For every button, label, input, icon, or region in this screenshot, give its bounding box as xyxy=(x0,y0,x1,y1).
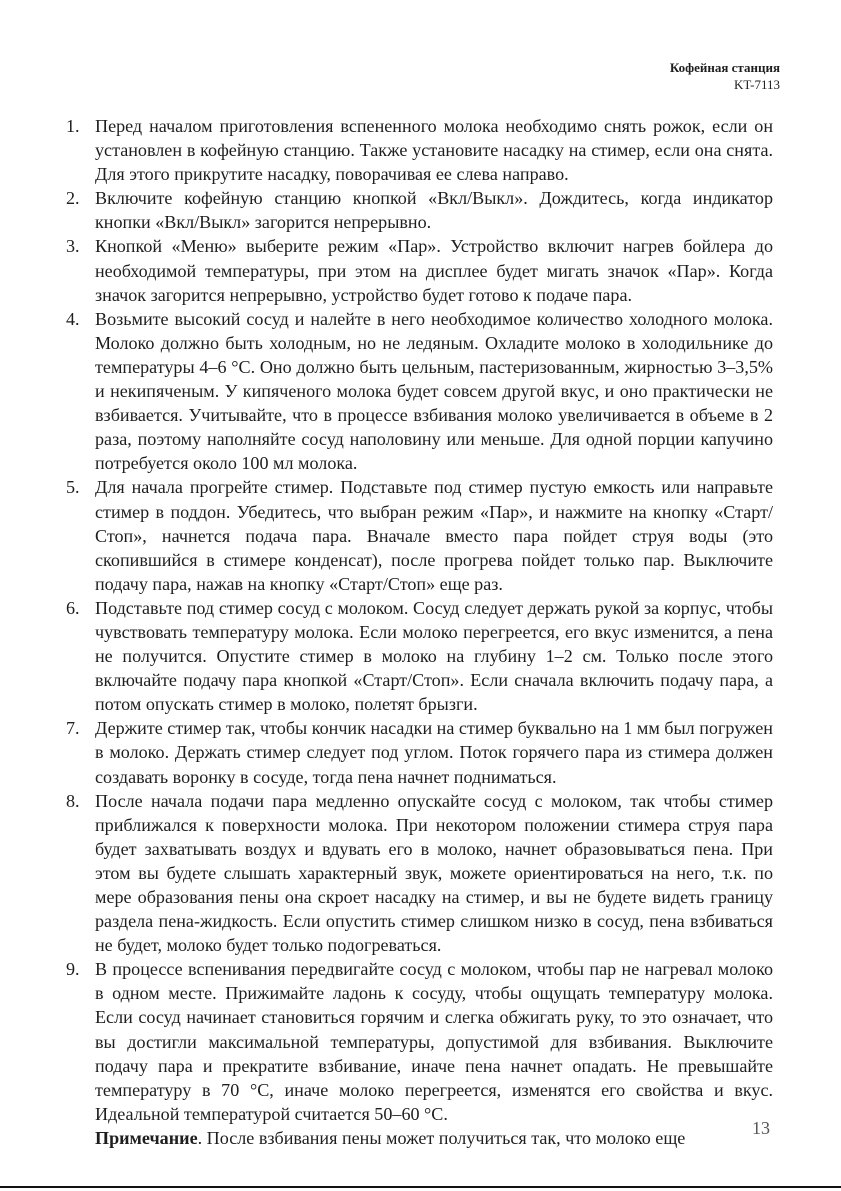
step-number: 4. xyxy=(66,308,80,329)
step-text: После начала подачи пара медленно опускайте сосуд с молоком, так чтобы стимер приближался к поверхности молока. При некотором положении стимера струя пара будет захватывать воздух и вдувать его в молоко, начнет образовываться пена. При этом вы будете слышать характерный звук, можете ориентироваться на него, т.к. по мере образования пены она скроет насадку на стимер, и вы не будете видеть границу раздела пена-жидкость. Если опустить стимер слишком низко в сосуд, пена взбиваться не будет, молоко будет только подогреваться. xyxy=(95,790,773,956)
step-item xyxy=(62,789,773,958)
page-number: 13 xyxy=(752,1118,770,1138)
steps-list xyxy=(62,114,773,1126)
step-text: Возьмите высокий сосуд и налейте в него необходимое количество холодного молока. Молоко должно быть холодным, но не ледяным. Охладите молоко в холодильнике до температуры 4–6 °С. Оно должно быть цельным, пастеризованным, жирностью 3–3,5% и некипяченым. У кипяченого молока будет совсем другой вкус, и оно практически не взбивается. Учитывайте, что в процессе взбивания молоко увеличивается в объеме в 2 раза, поэтому наполняйте сосуд наполовину или меньше. Для одной порции капучино потребуется около 100 мл молока. xyxy=(95,308,773,474)
step-item xyxy=(62,186,773,234)
note-label: Примечание xyxy=(95,1127,198,1148)
step-item xyxy=(62,307,773,476)
step-text: Подставьте под стимер сосуд с молоком. Сосуд следует держать рукой за корпус, чтобы чувствовать температуру молока. Если молоко перегреется, его вкус изменится, а пена не получится. Опустите стимер в молоко на глубину 1–2 см. Только после этого включайте подачу пара кнопкой «Старт/Стоп». Если сначала включить подачу пара, а потом опускать стимер в молоко, полетят брызги. xyxy=(95,597,773,715)
step-number: 5. xyxy=(66,477,80,498)
note-text: . После взбивания пены может получиться так, что молоко еще xyxy=(197,1127,686,1148)
step-text: Кнопкой «Меню» выберите режим «Пар». Устройство включит нагрев бойлера до необходимой температуры, при этом на дисплее будет мигать значок «Пар». Когда значок загорится непрерывно, устройство будет готово к подаче пара. xyxy=(95,236,773,305)
step-item xyxy=(62,475,773,595)
step-item xyxy=(62,114,773,186)
step-text: Держите стимер так, чтобы кончик насадки на стимер буквально на 1 мм был погружен в молоко. Держать стимер следует под углом. Поток горячего пара из стимера должен создавать воронку в сосуде, тогда пена начнет подниматься. xyxy=(95,718,773,787)
step-number: 2. xyxy=(66,188,80,209)
step-item xyxy=(62,596,773,716)
running-header xyxy=(670,59,780,93)
step-text: Включите кофейную станцию кнопкой «Вкл/Выкл». Дождитесь, когда индикатор кнопки «Вкл/Выкл» загорится непрерывно. xyxy=(95,188,773,233)
step-number: 1. xyxy=(66,116,80,136)
step-number: 7. xyxy=(66,718,80,739)
step-number: 6. xyxy=(66,597,80,618)
header-title: Кофейная станция xyxy=(669,60,780,75)
step-item xyxy=(62,716,773,788)
instructions-body xyxy=(62,114,773,1150)
step-number: 9. xyxy=(66,959,80,980)
step-item xyxy=(62,234,773,306)
step-text: Для начала прогрейте стимер. Подставьте под стимер пустую емкость или направьте стимер в поддон. Убедитесь, что выбран режим «Пар», и нажмите на кнопку «Старт/Стоп», начнется подача пара. Вначале вместо пара пойдет струя воды (это скопившийся в стимере конденсат), после прогрева пойдет только пар. Выключите подачу пара, нажав на кнопку «Старт/Стоп» еще раз. xyxy=(95,477,773,594)
step-item xyxy=(62,957,773,1126)
header-model: KT-7113 xyxy=(734,77,780,92)
step-number: 3. xyxy=(66,236,80,257)
page-bottom-rule xyxy=(0,1186,841,1188)
note-paragraph xyxy=(62,1126,773,1150)
step-text: В процессе вспенивания передвигайте сосуд с молоком, чтобы пар не нагревал молоко в одном месте. Прижимайте ладонь к сосуду, чтобы ощущать температуру молока. Если сосуд начинает становиться горячим и слегка обжигать руку, то это означает, что вы достигли максимальной температуры, допустимой для взбивания. Выключите подачу пара и прекратите взбивание, иначе пена начнет опадать. Не превышайте температуру в 70 °С, иначе молоко перегреется, изменятся его свойства и вкус. Идеальной температурой считается 50–60 °С. xyxy=(95,959,773,1124)
step-number: 8. xyxy=(66,790,80,811)
step-text: Перед началом приготовления вспененного молока необходимо снять рожок, если он установлен в кофейную станцию. Также установите насадку на стимер, если она снята. Для этого прикрутите насадку, поворачивая ее слева направо. xyxy=(95,116,773,185)
